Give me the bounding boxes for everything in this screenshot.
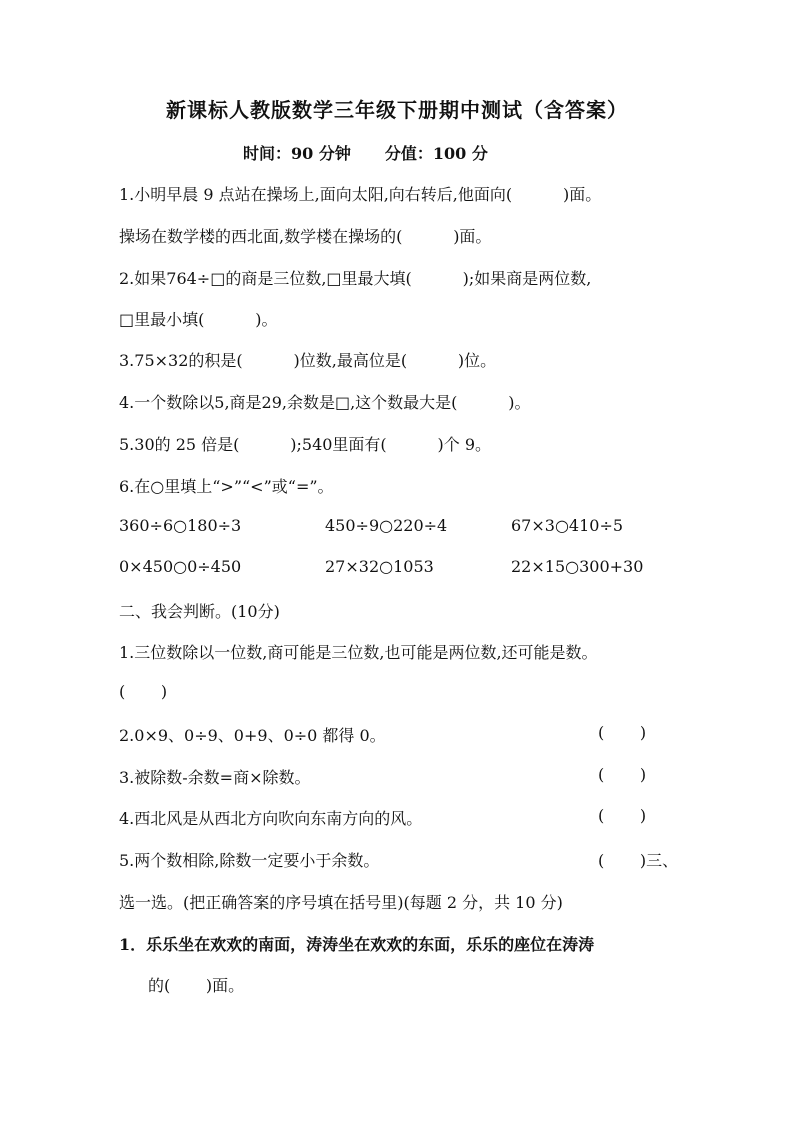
fill-in-line: 3.75×32的积是( )位数,最高位是( )位。 — [119, 351, 497, 370]
answer-parens: ( ) — [119, 682, 168, 701]
exam-score: 分值：100 分 — [384, 144, 488, 163]
compare-item: 0×450○0÷450 — [119, 557, 242, 576]
section-heading: 选一选。(把正确答案的序号填在括号里)(每题 2 分，共 10 分) — [119, 893, 563, 912]
fill-in-line: 6.在○里填上“>”“<”或“=”。 — [119, 477, 334, 496]
choice-question-cont: 的( )面。 — [148, 976, 245, 995]
judge-question: 5.两个数相除,除数一定要小于余数。 — [119, 851, 380, 870]
exam-time: 时间：90 分钟 — [243, 144, 351, 163]
compare-item: 27×32○1053 — [325, 557, 434, 576]
fill-in-line: 2.如果764÷□的商是三位数,□里最大填( );如果商是两位数, — [119, 269, 592, 288]
compare-item: 67×3○410÷5 — [511, 516, 624, 535]
section-heading: 二、我会判断。(10分) — [119, 602, 280, 621]
exam-info — [243, 141, 522, 164]
compare-item: 22×15○300+30 — [511, 557, 644, 576]
compare-item: 450÷9○220÷4 — [325, 516, 448, 535]
fill-in-line: □里最小填( )。 — [119, 310, 278, 329]
answer-parens: ( ) — [598, 806, 647, 825]
judge-question: 4.西北风是从西北方向吹向东南方向的风。 — [119, 809, 423, 828]
judge-question: 2.0×9、0÷9、0+9、0÷0 都得 0。 — [119, 726, 386, 745]
compare-item: 360÷6○180÷3 — [119, 516, 242, 535]
judge-question: 3.被除数-余数=商×除数。 — [119, 768, 311, 787]
answer-parens: ( ) — [598, 723, 647, 742]
fill-in-line: 1.小明早晨 9 点站在操场上,面向太阳,向右转后,他面向( )面。 — [119, 185, 602, 204]
answer-parens: ( )三、 — [598, 851, 679, 870]
answer-parens: ( ) — [598, 765, 647, 784]
fill-in-line: 操场在数学楼的西北面,数学楼在操场的( )面。 — [119, 227, 492, 246]
fill-in-line: 4.一个数除以5,商是29,余数是□,这个数最大是( )。 — [119, 393, 531, 412]
page-title: 新课标人教版数学三年级下册期中测试（含答案） — [166, 98, 628, 122]
judge-question: 1.三位数除以一位数,商可能是三位数,也可能是两位数,还可能是数。 — [119, 643, 598, 662]
choice-question: 1．乐乐坐在欢欢的南面，涛涛坐在欢欢的东面，乐乐的座位在涛涛 — [119, 935, 595, 954]
fill-in-line: 5.30的 25 倍是( );540里面有( )个 9。 — [119, 435, 492, 454]
